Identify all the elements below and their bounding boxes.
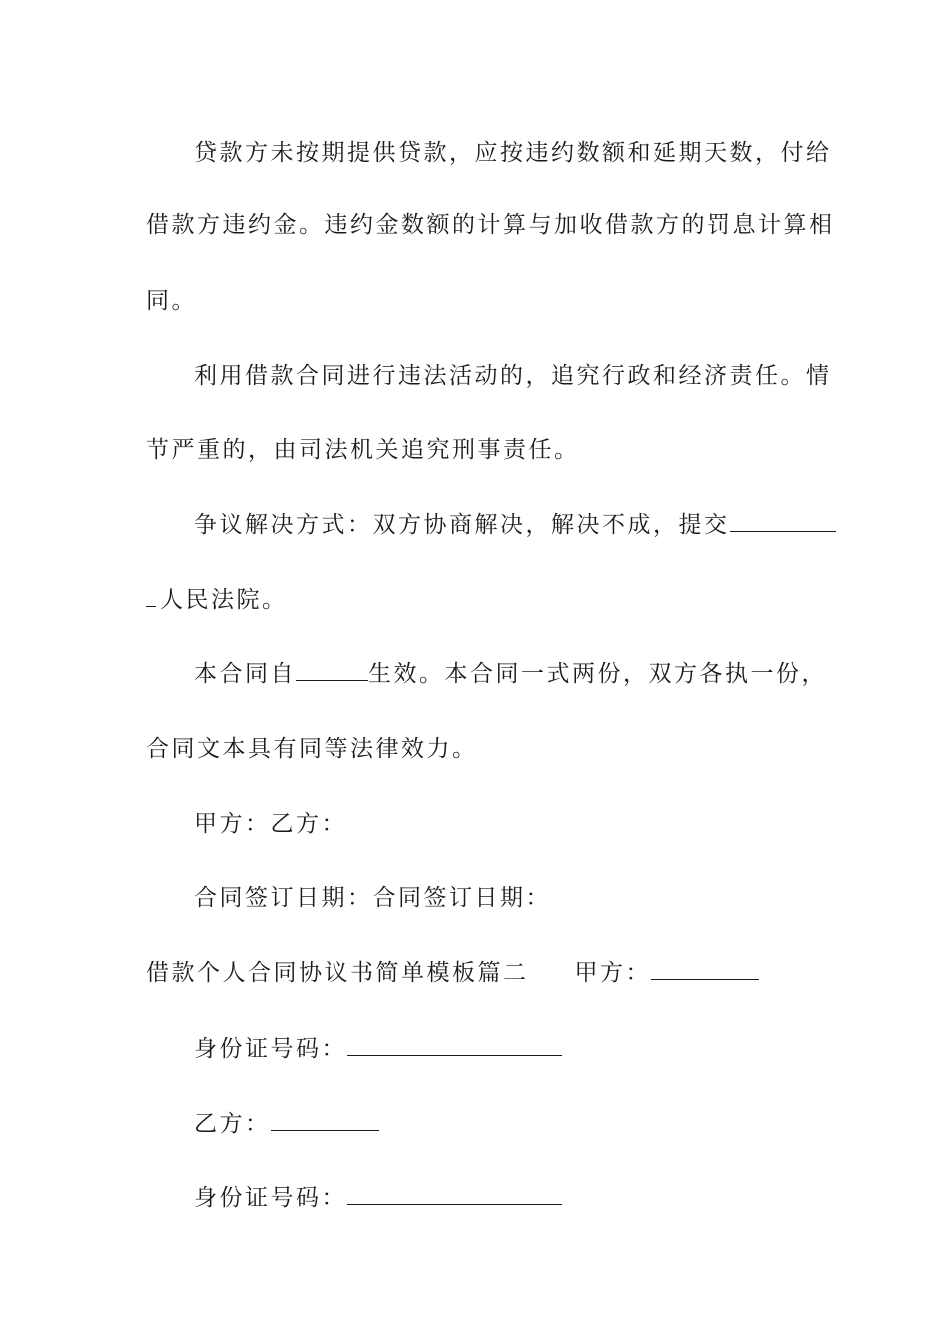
paragraph-text: 争议解决方式：双方协商解决，解决不成，提交: [194, 512, 730, 538]
fill-in-blank: [296, 660, 368, 681]
paragraph-text: 人民法院。: [160, 587, 288, 613]
paragraph-text: 甲方：乙方：: [194, 811, 347, 837]
paragraph-text: 生效。本合同一式两份，双方各执一份，: [368, 661, 827, 687]
fill-in-blank: [730, 511, 836, 532]
section-heading-line: [146, 959, 759, 987]
paragraph-text: 借款方违约金。违约金数额的计算与加收借款方的罚息计算相: [146, 212, 835, 238]
paragraph-text: 合同签订日期：合同签订日期：: [194, 885, 551, 911]
paragraph-text: 合同文本具有同等法律效力。: [146, 736, 478, 762]
party-b-line: [194, 1110, 379, 1138]
paragraph-line: [146, 287, 197, 315]
id-number-label: 身份证号码：: [194, 1185, 347, 1211]
paragraph-line: [146, 735, 478, 763]
paragraph-text: 节严重的，由司法机关追究刑事责任。: [146, 437, 580, 463]
party-a-label: 甲方：: [574, 960, 651, 986]
signature-dates: [194, 884, 551, 912]
section-title: 借款个人合同协议书简单模板篇二: [146, 960, 529, 986]
paragraph-line: [146, 436, 580, 464]
id-number-line: [194, 1184, 562, 1212]
fill-in-blank: [146, 586, 156, 607]
paragraph-line: [146, 586, 288, 614]
signature-parties: [194, 810, 347, 838]
paragraph-line: [194, 362, 832, 390]
id-number-label: 身份证号码：: [194, 1036, 347, 1062]
paragraph-text: 同。: [146, 288, 197, 314]
fill-in-blank: [651, 959, 759, 980]
paragraph-line: [194, 139, 832, 167]
paragraph-text: 利用借款合同进行违法活动的，追究行政和经济责任。情: [194, 363, 832, 389]
party-b-label: 乙方：: [194, 1111, 271, 1137]
paragraph-text: 本合同自: [194, 661, 296, 687]
paragraph-line: [194, 660, 827, 688]
id-number-line: [194, 1035, 562, 1063]
paragraph-text: 贷款方未按期提供贷款，应按违约数额和延期天数，付给: [194, 140, 832, 166]
fill-in-blank: [347, 1035, 562, 1056]
fill-in-blank: [347, 1184, 562, 1205]
paragraph-line: [194, 511, 836, 539]
fill-in-blank: [271, 1110, 379, 1131]
paragraph-line: [146, 211, 835, 239]
